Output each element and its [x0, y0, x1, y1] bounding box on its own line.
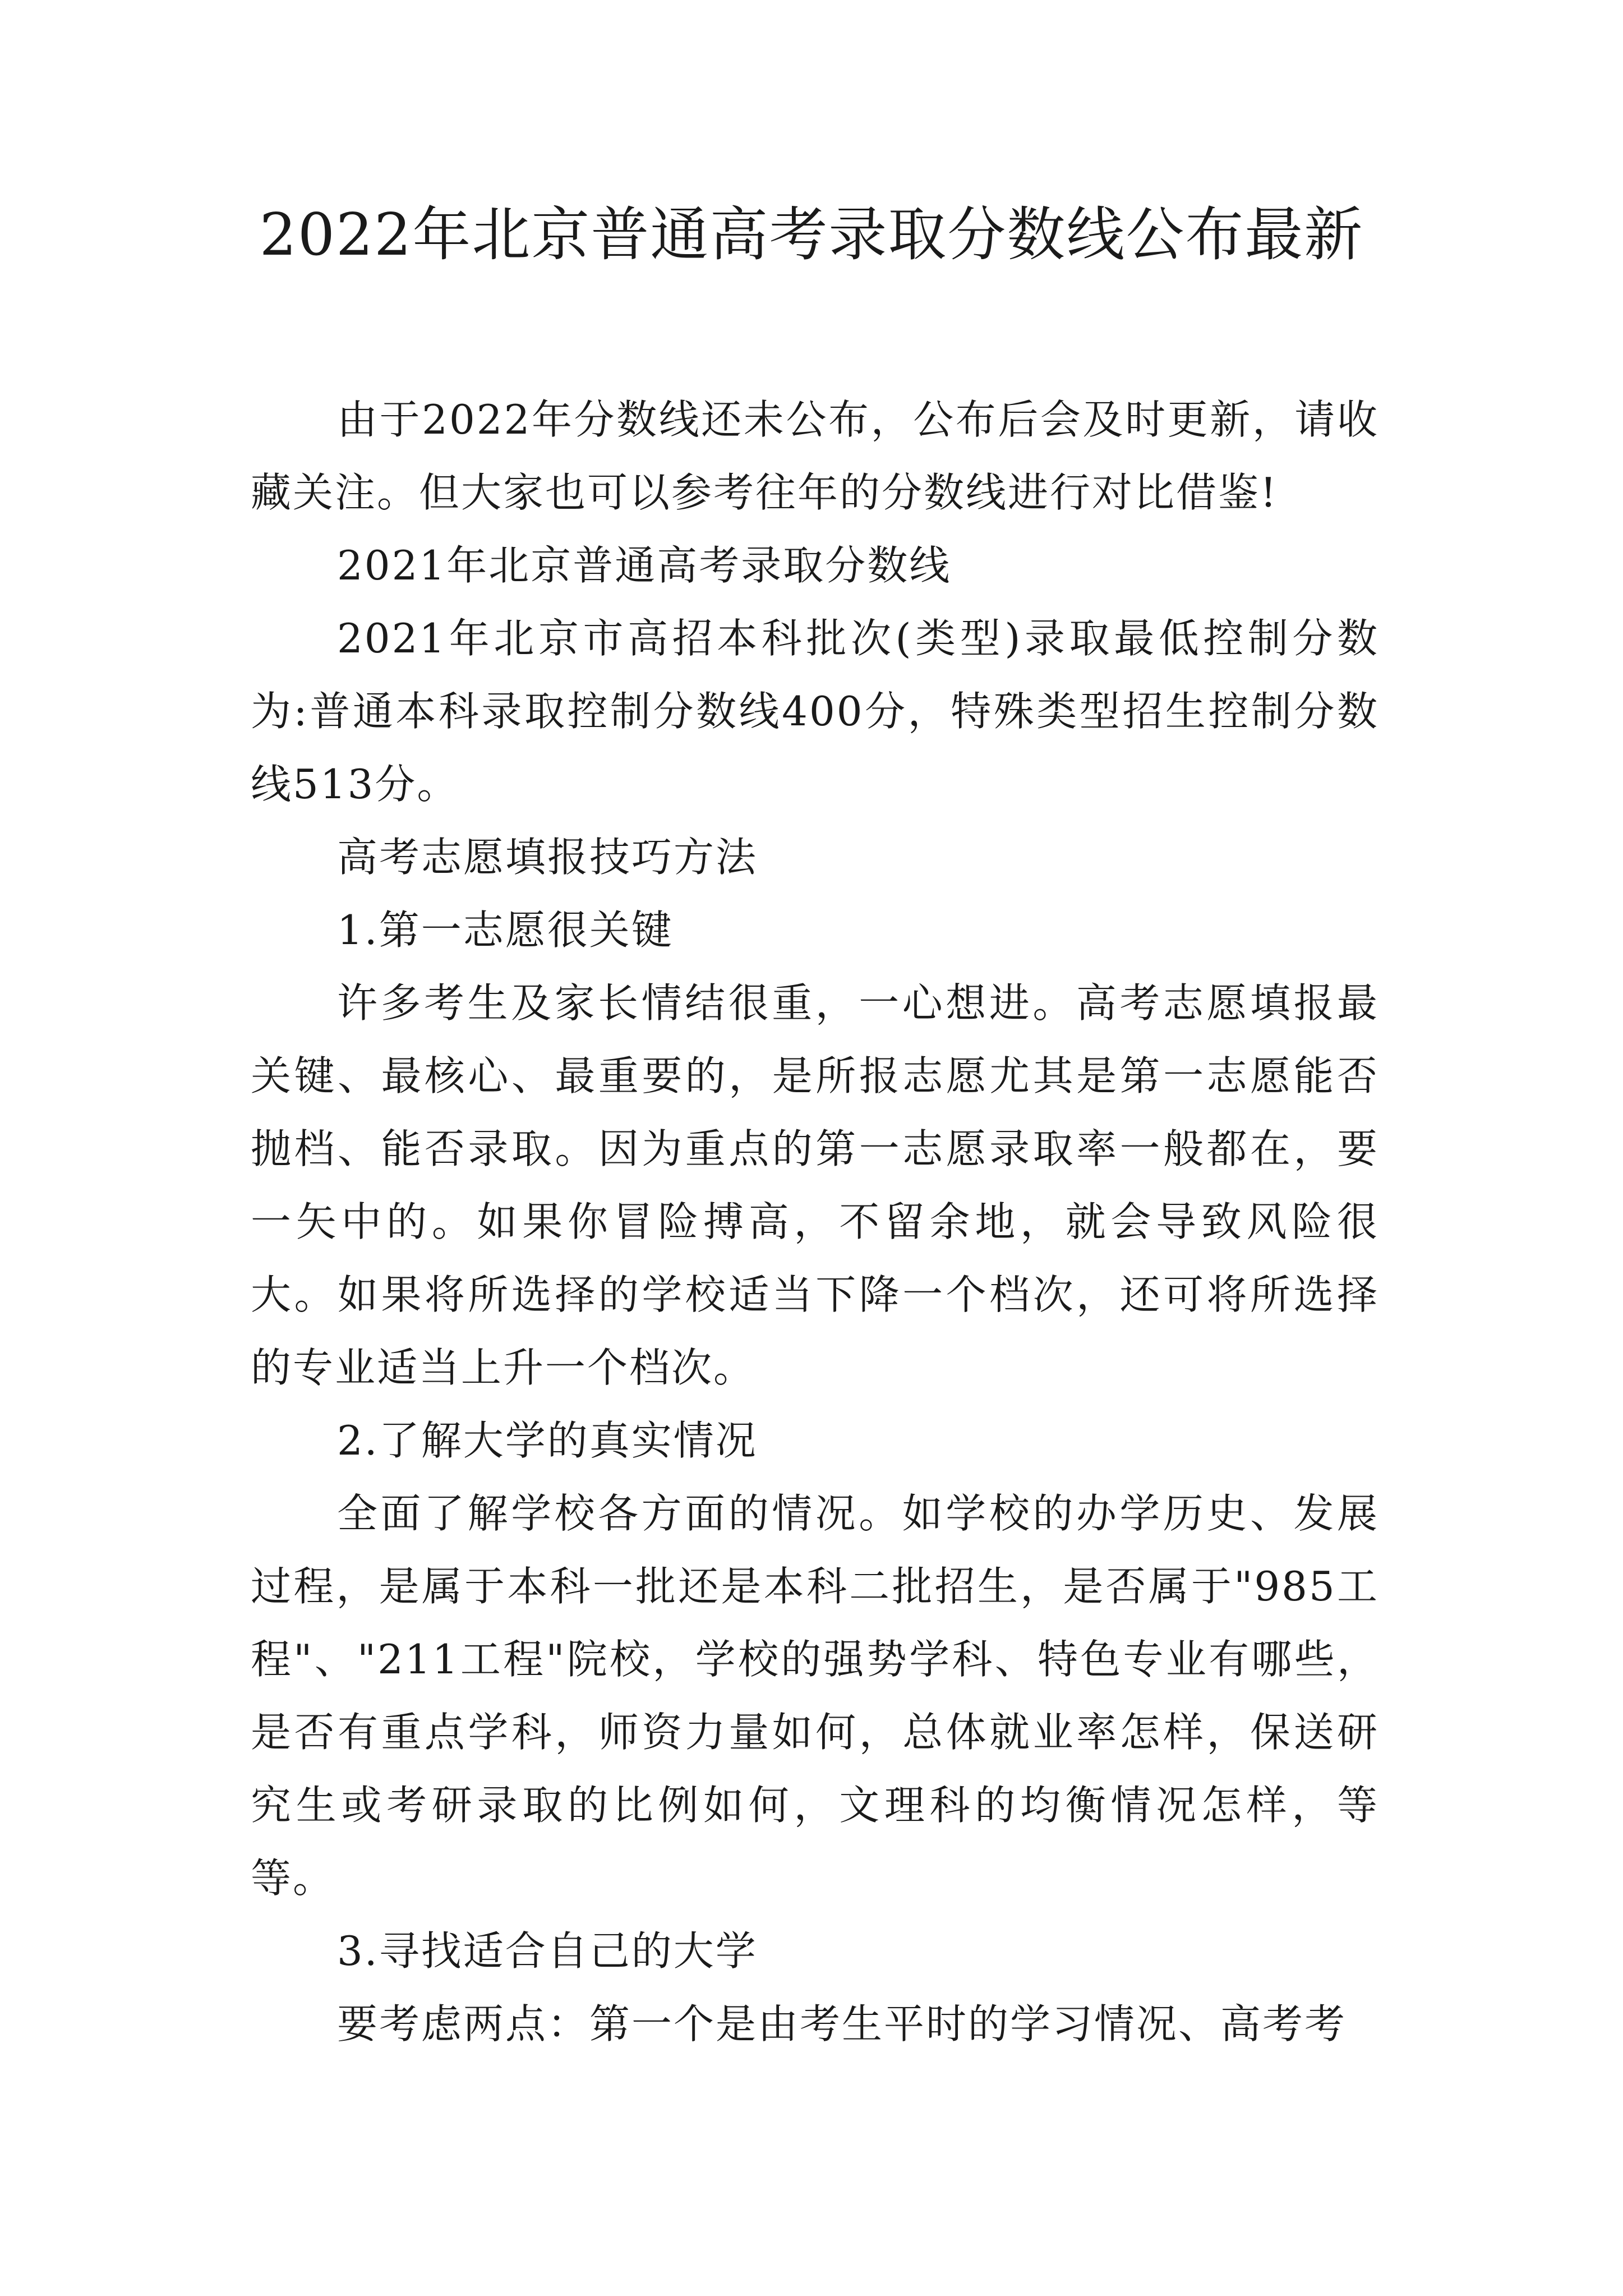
subheading-first-choice: 1.第一志愿很关键 [337, 907, 674, 954]
paragraph-find-university: 要考虑两点：第一个是由考生平时的学习情况、高考考 [337, 2000, 1347, 2047]
paragraph-intro: 由于2022年分数线还未公布，公布后会及时更新，请收藏关注。但大家也可以参考往年的分数线进行对比借鉴! [251, 396, 1379, 516]
subheading-know-university: 2.了解大学的真实情况 [337, 1417, 758, 1464]
paragraph-2021-scores: 2021年北京市高招本科批次(类型)录取最低控制分数为:普通本科录取控制分数线400分，特殊类型招生控制分数线513分。 [251, 615, 1379, 808]
subheading-find-university: 3.寻找适合自己的大学 [337, 1927, 758, 1975]
section-heading-tips: 高考志愿填报技巧方法 [337, 834, 758, 881]
document-title: 2022年北京普通高考录取分数线公布最新 [259, 200, 1364, 269]
paragraph-know-university: 全面了解学校各方面的情况。如学校的办学历史、发展过程，是属于本科一批还是本科二批招生，是否属于"985工程"、"211工程"院校，学校的强势学科、特色专业有哪些，是否有重点学科，师资力量如何，总体就业率怎样，保送研究生或考研录取的比例如何，文理科的均衡情况怎样，等等。 [251, 1490, 1379, 1902]
section-heading-2021-scores: 2021年北京普通高考录取分数线 [337, 542, 952, 589]
document-body [251, 383, 1379, 2060]
paragraph-first-choice: 许多考生及家长情结很重，一心想进。高考志愿填报最关键、最核心、最重要的，是所报志愿尤其是第一志愿能否抛档、能否录取。因为重点的第一志愿录取率一般都在，要一矢中的。如果你冒险搏高，不留余地，就会导致风险很大。如果将所选择的学校适当下降一个档次，还可将所选择的专业适当上升一个档次。 [251, 979, 1379, 1391]
